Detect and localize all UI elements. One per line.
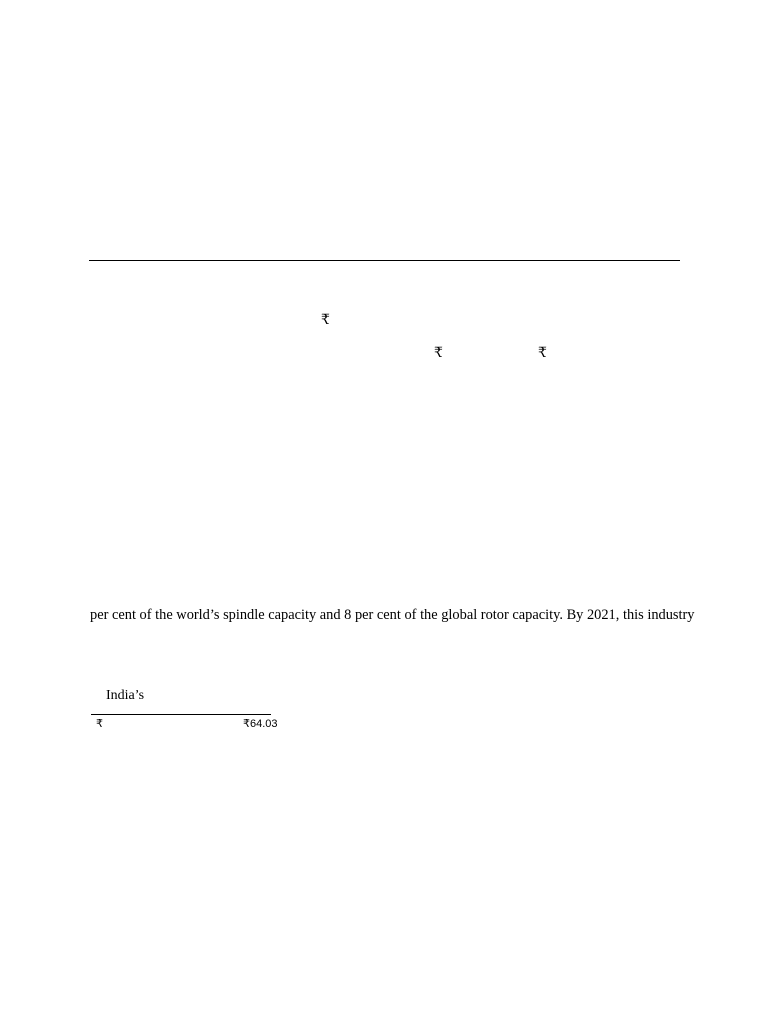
- footnote-rupee-symbol: ₹: [96, 718, 103, 730]
- rupee-symbol: ₹: [434, 346, 443, 361]
- horizontal-rule: [89, 260, 680, 261]
- india-label: India’s: [106, 688, 145, 703]
- body-text-line: per cent of the world’s spindle capacity and 8 per cent of the global rotor capacity. By 2021, this industry: [90, 607, 695, 623]
- footnote-value: ₹64.03: [243, 718, 278, 730]
- rupee-symbol: ₹: [538, 346, 547, 361]
- rupee-symbol: ₹: [321, 313, 330, 328]
- footnote-rule: [91, 714, 271, 715]
